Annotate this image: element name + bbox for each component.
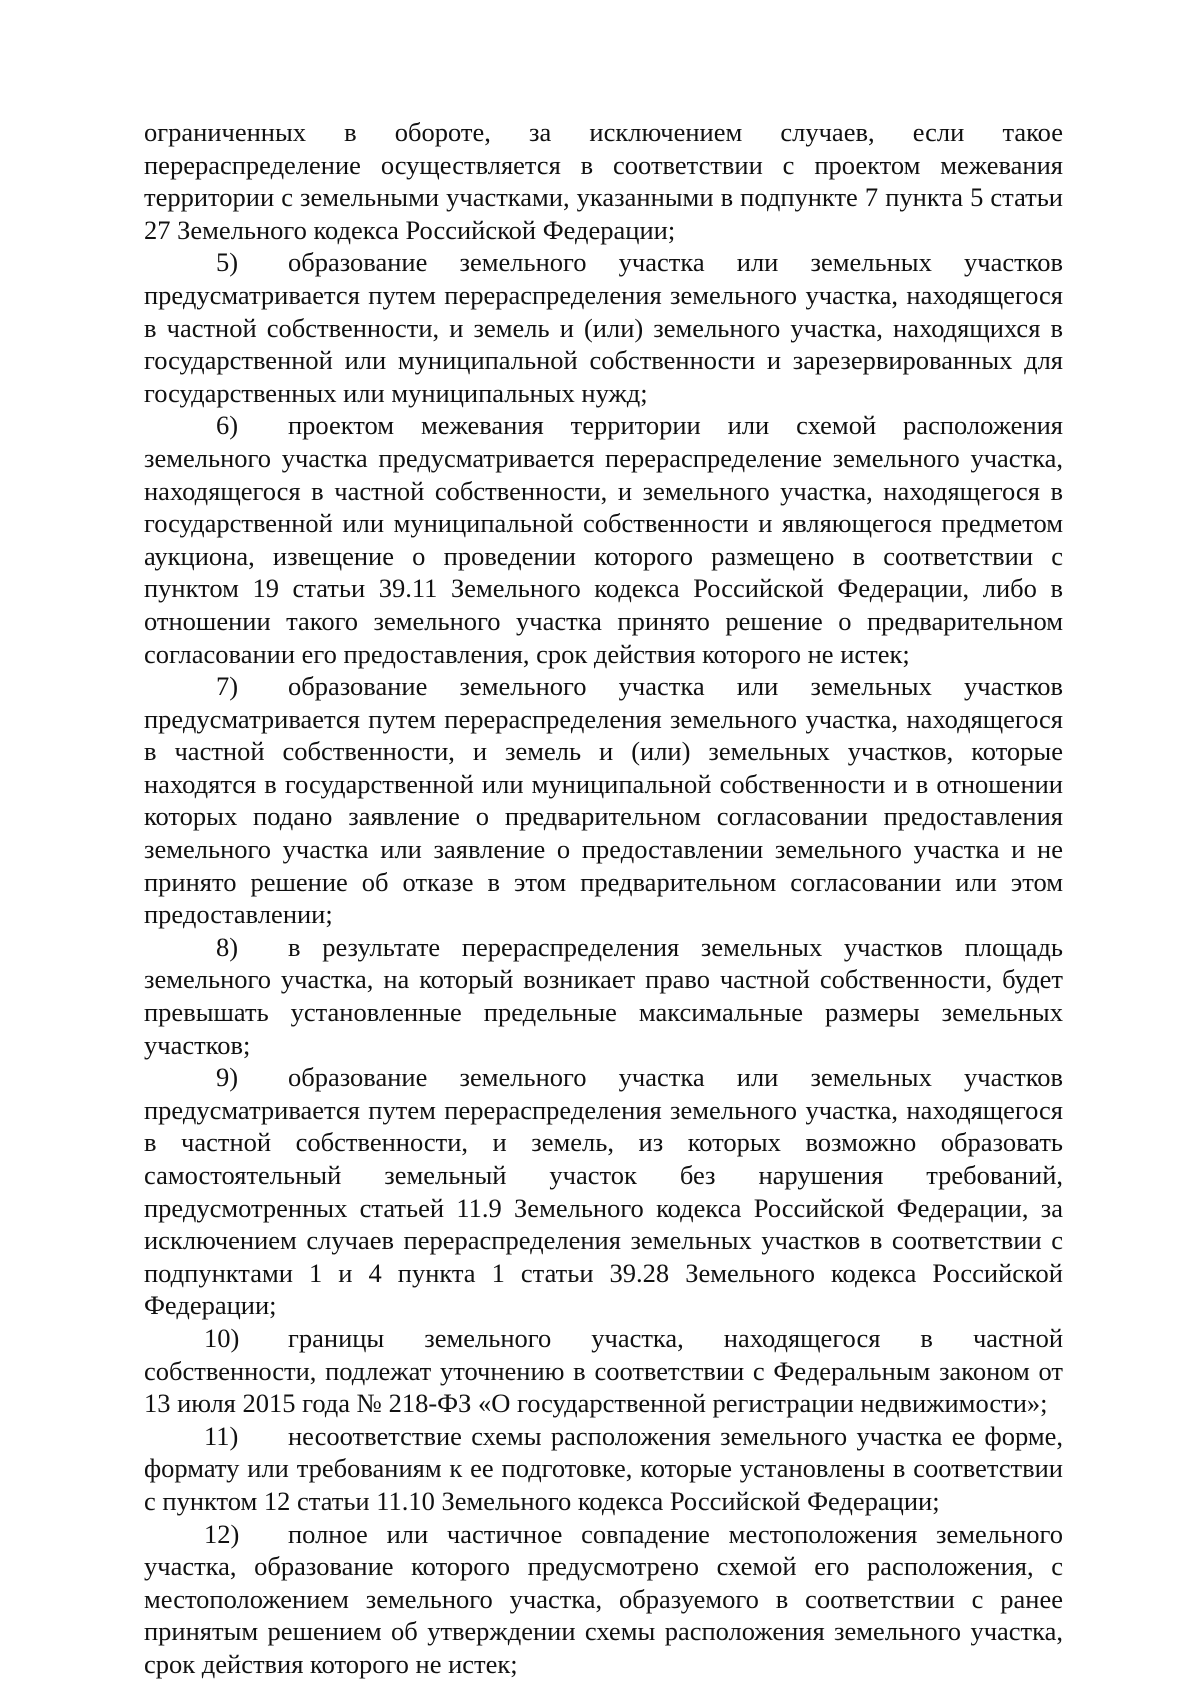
item-text: несоответствие схемы расположения земельного участка ее форме, формату или требованиям к ее подготовке, которые установлены в соответствии с пунктом 12 статьи 11.10 Земельного кодекса Российской Федерации; [144,1420,1063,1516]
list-item-6 [144,409,1063,670]
item-text: образование земельного участка или земельных участков предусматривается путем перераспределения земельного участка, находящегося в частной собственности, и земель и (или) земельного участка, находящихся в государственной или муниципальной собственности и зарезервированных для государственных или муниципальных нужд; [144,247,1063,408]
item-number: 10) [204,1322,240,1353]
list-item-7 [144,670,1063,931]
item-number: 6) [216,410,239,441]
item-text: проектом межевания территории или схемой расположения земельного участка предусматривается перераспределение земельного участка, находящегося в частной собственности, и земельного участка, находящегося в государственной или муниципальной собственности и являющегося предметом аукциона, извещение о проведении которого размещено в соответствии с пунктом 19 статьи 39.11 Земельного кодекса Российской Федерации, либо в отношении такого земельного участка принято решение о предварительном согласовании его предоставления, срок действия которого не истек; [144,410,1063,669]
item-text: полное или частичное совпадение местоположения земельного участка, образование которого предусмотрено схемой его расположения, с местоположением земельного участка, образуемого в соответствии с ранее принятым решением об утверждении схемы расположения земельного участка, срок действия которого не истек; [144,1518,1063,1679]
item-number: 9) [216,1062,239,1093]
item-number: 5) [216,247,239,278]
item-text: в результате перераспределения земельных участков площадь земельного участка, на который возникает право частной собственности, будет превышать установленные предельные максимальные размеры земельных участков; [144,931,1063,1060]
list-item-5 [144,246,1063,409]
list-item-8 [144,931,1063,1061]
item-number: 8) [216,931,239,962]
item-text: образование земельного участка или земельных участков предусматривается путем перераспределения земельного участка, находящегося в частной собственности, и земель, из которых возможно образовать самостоятельный земельный участок без нарушения требований, предусмотренных статьей 11.9 Земельного кодекса Российской Федерации, за исключением случаев перераспределения земельных участков в соответствии с подпунктами 1 и 4 пункта 1 статьи 39.28 Земельного кодекса Российской Федерации; [144,1062,1063,1321]
document-body [144,116,1063,1681]
item-number: 7) [216,671,239,702]
list-item-9 [144,1061,1063,1322]
item-text: границы земельного участка, находящегося в частной собственности, подлежат уточнению в соответствии с Федеральным законом от 13 июля 2015 года № 218-ФЗ «О государственной регистрации недвижимости»; [144,1322,1063,1419]
list-item-12 [144,1518,1063,1681]
list-item-11 [144,1420,1063,1518]
intro-paragraph: ограниченных в обороте, за исключением случаев, если такое перераспределение осуществляется в соответствии с проектом межевания территории с земельными участками, указанными в подпункте 7 пункта 5 статьи 27 Земельного кодекса Российской Федерации; [144,117,1063,245]
item-text: образование земельного участка или земельных участков предусматривается путем перераспределения земельного участка, находящегося в частной собственности, и земель и (или) земельных участков, которые находятся в государственной или муниципальной собственности и в отношении которых подано заявление о предварительном согласовании предоставления земельного участка или заявление о предоставлении земельного участка и не принято решение об отказе в этом предварительном согласовании или этом предоставлении; [144,671,1063,930]
item-number: 12) [204,1518,240,1549]
list-item-10 [144,1322,1063,1420]
item-number: 11) [204,1420,239,1451]
